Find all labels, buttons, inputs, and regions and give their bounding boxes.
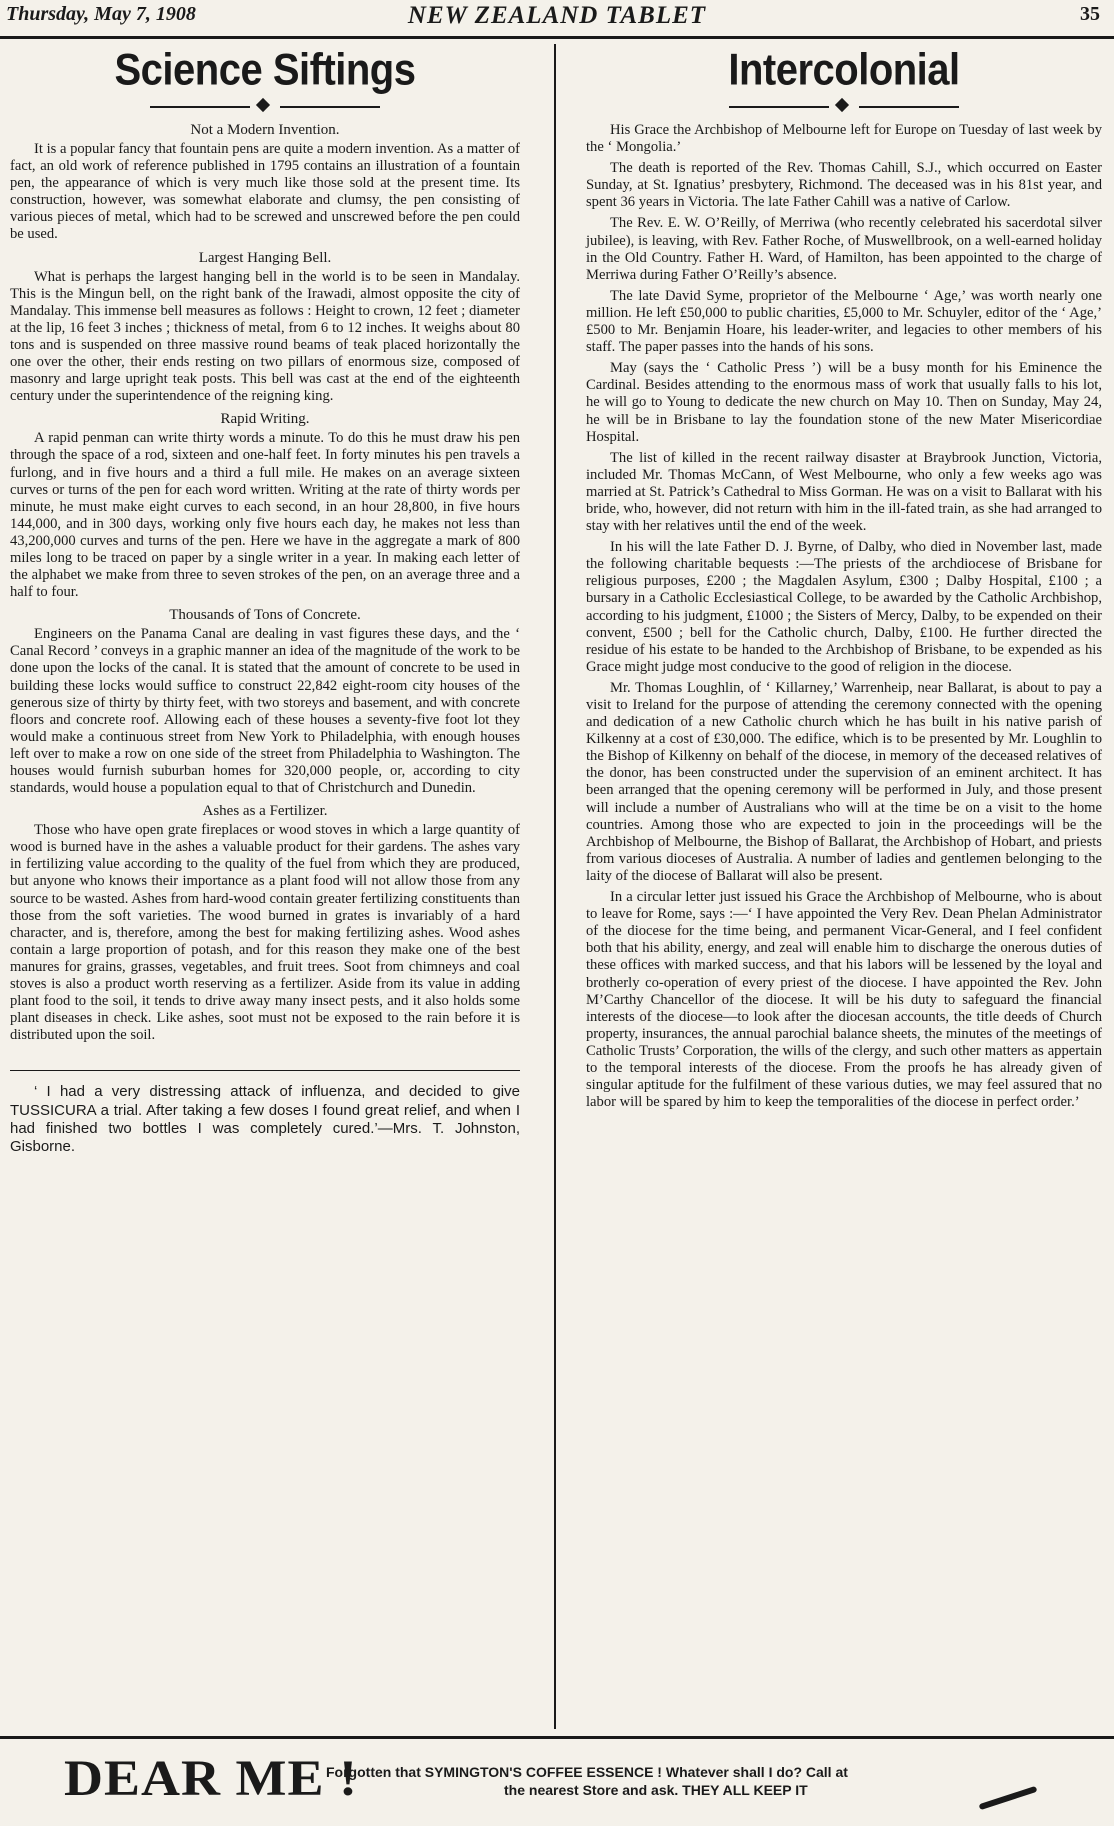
advert-line-1: Forgotten that SYMINGTON'S COFFEE ESSENCE ! Whatever shall I do? Call at [326, 1764, 848, 1780]
advert-text [326, 1763, 1026, 1799]
column-divider [554, 44, 556, 1729]
article-subhead: Not a Modern Invention. [190, 122, 340, 138]
news-paragraph: May (says the ‘ Catholic Press ’) will be a busy month for his Eminence the Cardinal. Besides attending to the enormous mass of work that usually falls to his lot, he will go to Young to dedicate the new church on May 10. Then on Sunday, May 24, he will be in Brisbane to lay the foundation stone of the new Mater Misericordiae Hospital. [586, 360, 1102, 445]
article-subhead: Rapid Writing. [220, 411, 310, 428]
science-siftings-column [10, 44, 520, 1156]
masthead [0, 0, 1114, 39]
article-subhead: Ashes as a Fertilizer. [202, 803, 328, 820]
column-heading: Intercolonial [728, 45, 960, 95]
ornament-rule [150, 100, 380, 114]
ornament-rule [729, 100, 959, 114]
news-paragraph: Mr. Thomas Loughlin, of ‘ Killarney,’ Warrenheip, near Ballarat, is about to pay a visit to Ireland for the purpose of attending the ceremony connected with the opening and dedication of a new Catholic church which he has built in his native parish of Kilkenny at a cost of £30,000. The edifice, which is to be presented by Mr. Loughlin to the Bishop of Kilkenny on behalf of the diocese, in memory of the deceased relatives of the donor, has been constructed under the supervision of an eminent architect. It has been arranged that the opening ceremony will be performed in July, and those present will include a number of Australians who will at the time be on a visit to the home countries. Among those who are expected to join in the proceedings will be the Archbishop of Melbourne, the Bishop of Ballarat, the Archbishop of Hobart, and priests from various dioceses of Australia. A number of ladies and gentlemen belonging to the laity of the diocese of Ballarat will also be present. [586, 679, 1102, 884]
news-paragraph: The death is reported of the Rev. Thomas Cahill, S.J., which occurred on Easter Sunday, at St. Ignatius’ presbytery, Richmond. The deceased was in his 81st year, and spent 36 years in Victoria. The late Father Cahill was a native of Carlow. [586, 160, 1102, 211]
news-paragraph: The Rev. E. W. O’Reilly, of Merriwa (who recently celebrated his sacerdotal silver jubilee), is leaving, with Rev. Father Roche, of Muswellbrook, on a well-earned holiday in the Old Country. Father H. Ward, of Hamilton, has been appointed to the charge of Merriwa during Father O’Reilly’s absence. [586, 215, 1102, 283]
article-subhead: Largest Hanging Bell. [198, 249, 332, 266]
news-paragraph: In a circular letter just issued his Grace the Archbishop of Melbourne, who is about to leave for Rome, says :—‘ I have appointed the Very Rev. Dean Phelan Administrator of the diocese for the time being, and permanent Vicar-General, and I feel confident both that his ability, energy, and zeal will enable him to discharge the onerous duties of these offices with marked success, and that his labors will be lessened by the loyal and brotherly co-operation of every priest of the diocese. I have appointed the Rev. John M’Carthy Chancellor of the diocese. It will be his duty to safeguard the financial interests of the diocese—to look after the diocesan accounts, the title deeds of Church property, insurances, the annual parochial balance sheets, the minutes of the meetings of Catholic Trusts’ Corporation, the wills of the clergy, and such other matters as appertain to the temporal interests of the diocese. From the proofs he has already given of singular aptitude for the fulfilment of these various duties, we may feel assured that no labor will be spared by him to keep the temporalities of the diocese in perfect order.’ [586, 889, 1102, 1111]
testimonial-text: ‘ I had a very distressing attack of influenza, and decided to give TUSSICURA a trial. After taking a few doses I found great relief, and when I had finished two bottles I was completely cured.’—Mrs. T. Johnston, Gisborne. [10, 1083, 520, 1156]
advert-line-2: the nearest Store and ask. THEY ALL KEEP IT [504, 1782, 808, 1798]
page-number: 35 [1080, 3, 1100, 25]
article-paragraph: Those who have open grate fireplaces or wood stoves in which a large quantity of wood is burned have in the ashes a valuable product for their gardens. The ashes vary in fertilizing value according to the quality of the fuel from which they are produced, but anyone who knows their importance as a plant food will not allow those from any source to be wasted. Ashes from hard-wood contain greater fertilizing constituents than those from the soft varieties. The wood burned in grates is invariably of a hard character, and is, therefore, among the best for making fertilizing ashes. Wood ashes contain a large proportion of potash, and for this reason they make one of the best manures for grains, grasses, vegetables, and fruit trees. Soot from chimneys and coal stoves is also a product worth reserving as a fertilizer. Aside from its value in adding plant food to the soil, it tends to drive away many insect pests, and it also holds some plant diseases in check. Like ashes, soot must not be exposed to the rain before it is distributed upon the soil. [10, 822, 520, 1044]
coffee-essence-advert [0, 1736, 1114, 1826]
article-paragraph: A rapid penman can write thirty words a minute. To do this he must draw his pen through the space of a rod, sixteen and one-half feet. In forty minutes his pen travels a furlong, and in five hours and a third a full mile. He makes on an average sixteen curves or turns of the pen for each word written. Writing at the rate of thirty words per minute, he must make eight curves to each second, in an hour 28,800, in five hours 144,000, and in 300 days, working only five hours each day, he makes not less than 43,200,000 curves and turns of the pen. Here we have in the aggregate a mark of 800 miles long to be traced on paper by a single writer in a year. In making each letter of the alphabet we make from three to seven strokes of the pen, on an average three and a half to four. [10, 430, 520, 601]
article-paragraph: Engineers on the Panama Canal are dealing in vast figures these days, and the ‘ Canal Record ’ conveys in a graphic manner an idea of the magnitude of the work to be done upon the locks of the canal. It is stated that the amount of concrete to be used in building these locks would suffice to construct 22,842 eight-room city houses of the generous size of thirty by thirty feet, with two storeys and basement, and with concrete floors and concrete roof. Allowing each of these houses a seventy-five foot lot they would make a continuous street from New York to Philadelphia, with enough houses left over to make a row on one side of the street from Philadelphia to Washington. The houses would furnish suburban homes for 320,000 people, or, according to city standards, would house a population equal to that of Christchurch and Dunedin. [10, 626, 520, 797]
news-paragraph: In his will the late Father D. J. Byrne, of Dalby, who died in November last, made the following charitable bequests :—The priests of the archdiocese of Brisbane for religious purposes, £200 ; the Magdalen Asylum, £300 ; Dalby Hospital, £100 ; a bursary in a Catholic Ecclesiastical College, to be awarded by the Catholic Archbishop, according to his judgment, £1000 ; the Sisters of Mercy, Dalby, to be expended on their convent, £500 ; bell for the Catholic church, Dalby, £100. He further directed the residue of his estate to be handed to the Archbishop of Brisbane, to be expended as his Grace might judge most conducive to the good of religion in the diocese. [586, 539, 1102, 675]
article-paragraph: It is a popular fancy that fountain pens are quite a modern invention. As a matter of fact, an old work of reference published in 1795 contains an illustration of a fountain pen, the appearance of which is very much like those sold at the present time. Its construction, however, was somewhat elaborate and clumsy, the pen consisting of various pieces of metal, which had to be screwed and unscrewed before the pen could be used. [10, 141, 520, 243]
advert-headline: DEAR ME ! [64, 1749, 358, 1807]
intercolonial-column [586, 44, 1102, 1115]
diamond-icon [256, 98, 270, 112]
diamond-icon [835, 98, 849, 112]
article-paragraph: What is perhaps the largest hanging bell in the world is to be seen in Mandalay. This is the Mingun bell, on the right bank of the Irawadi, almost opposite the city of Mandalay. This immense bell measures as follows : Height to crown, 12 feet ; diameter at the lip, 16 feet 3 inches ; thickness of metal, from 6 to 12 inches. It weighs about 80 tons and is suspended on three massive round beams of teak placed horizontally the one over the other, their ends resting on two pillars of enormous size, composed of masonry and large upright teak posts. This bell was cast at the end of the eighteenth century under the superintendence of the reigning king. [10, 268, 520, 405]
news-paragraph: His Grace the Archbishop of Melbourne left for Europe on Tuesday of last week by the ‘ Mongolia.’ [586, 122, 1102, 156]
column-heading: Science Siftings [114, 45, 416, 95]
newspaper-title: NEW ZEALAND TABLET [407, 2, 707, 29]
issue-date: Thursday, May 7, 1908 [6, 3, 196, 25]
testimonial-ad [10, 1070, 520, 1156]
article-subhead: Thousands of Tons of Concrete. [169, 607, 361, 624]
news-paragraph: The late David Syme, proprietor of the Melbourne ‘ Age,’ was worth nearly one million. He left £50,000 to public charities, £5,000 to Mr. Schuyler, editor of the ‘ Age,’ £500 to Mr. Benjamin Hoare, his leader-writer, and legacies to other members of his staff. The paper passes into the hands of his sons. [586, 287, 1102, 356]
news-paragraph: The list of killed in the recent railway disaster at Braybrook Junction, Victoria, included Mr. Thomas McCann, of West Melbourne, who only a few weeks ago was married at St. Patrick’s Cathedral to Miss Gorman. He was on a visit to Ballarat with his bride, who, however, did not return with him in the ill-fated train, as she had arranged to stay with her relatives until the end of the week. [586, 449, 1102, 535]
